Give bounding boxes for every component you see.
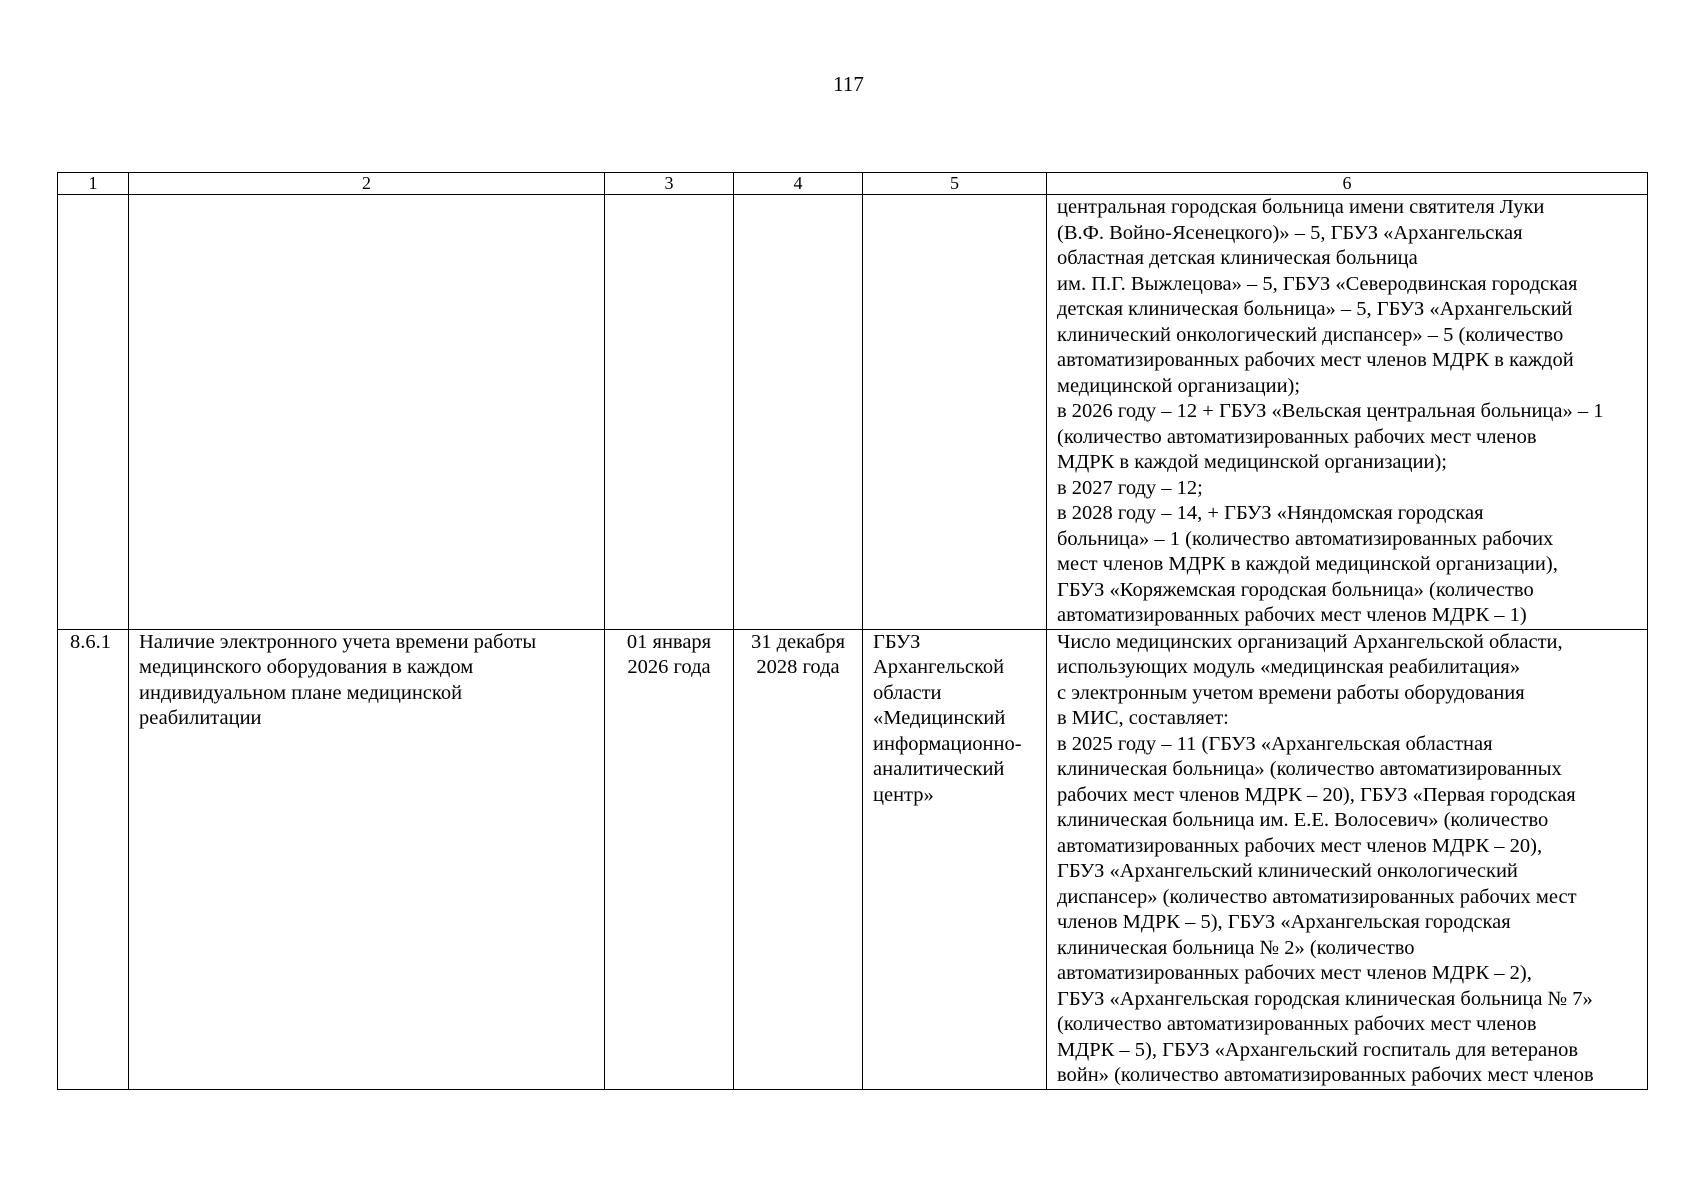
text-line: автоматизированных рабочих мест членов МДРК – 1) (1057, 604, 1527, 626)
text-line: клиническая больница № 2» (количество (1057, 936, 1415, 959)
document-table (57, 172, 1648, 1090)
text-line: в 2028 году – 14, + ГБУЗ «Няндомская городская (1057, 502, 1484, 524)
text-line: рабочих мест членов МДРК – 20), ГБУЗ «Первая городская (1057, 783, 1576, 806)
row-continued-col-1 (58, 195, 129, 630)
text-line: в 2027 году – 12; (1057, 476, 1203, 499)
text-line: клиническая больница им. Е.Е. Волосевич» (количество (1057, 809, 1549, 831)
text-line: Наличие электронного учета времени работы (139, 630, 537, 653)
header-col-5: 5 (863, 173, 1047, 195)
text-line: медицинской организации); (1057, 374, 1301, 397)
row-861-number: 8.6.1 (58, 629, 129, 1089)
text-line: информационно- (873, 732, 1022, 755)
text-line: больница» – 1 (количество автоматизированных рабочих (1057, 527, 1554, 550)
text-line: 2028 года (756, 656, 840, 678)
text-line: использующих модуль «медицинская реабилитация» (1057, 656, 1521, 678)
text-line: МДРК – 5), ГБУЗ «Архангельский госпиталь для ветеранов (1057, 1038, 1579, 1061)
text-line: автоматизированных рабочих мест членов МДРК – 20), (1057, 834, 1543, 857)
text-line: (количество автоматизированных рабочих мест членов (1057, 1013, 1537, 1035)
text-line: детская клиническая больница» – 5, ГБУЗ «Архангельский (1057, 298, 1573, 320)
text-line: «Медицинский (873, 707, 1006, 729)
text-line: аналитический (873, 758, 1005, 780)
text-line: области (873, 681, 942, 704)
text-line: 31 декабря (750, 630, 845, 653)
text-line: центр» (873, 783, 934, 806)
row-continued-col-3 (605, 195, 734, 630)
text-line: мест членов МДРК в каждой медицинской организации), (1057, 553, 1558, 575)
row-continued-col-5 (863, 195, 1047, 630)
text-line: ГБУЗ «Коряжемская городская больница» (количество (1057, 578, 1534, 601)
text-line: членов МДРК – 5), ГБУЗ «Архангельская городская (1057, 911, 1511, 933)
text-line: автоматизированных рабочих мест членов МДРК – 2), (1057, 962, 1532, 984)
text-line: в МИС, составляет: (1057, 707, 1229, 729)
table-header-row (58, 173, 1648, 195)
row-861-end-date (734, 629, 863, 1089)
text-line: им. П.Г. Выжлецова» – 5, ГБУЗ «Северодвинская городская (1057, 272, 1578, 295)
page-number: 117 (833, 72, 864, 96)
header-col-4: 4 (734, 173, 863, 195)
header-col-6: 6 (1047, 173, 1648, 195)
text-line: клинический онкологический диспансер» – 5 (количество (1057, 323, 1564, 346)
text-line: центральная городская больница имени святителя Луки (1057, 196, 1545, 218)
text-line: с электронным учетом времени работы оборудования (1057, 681, 1525, 704)
table-row (58, 629, 1648, 1089)
row-861-start-date (605, 629, 734, 1089)
text-line: диспансер» (количество автоматизированных рабочих мест (1057, 885, 1577, 908)
text-line: ГБУЗ «Архангельский клинический онкологический (1057, 860, 1518, 882)
row-861-description (129, 629, 605, 1089)
text-line: МДРК в каждой медицинской организации); (1057, 451, 1447, 473)
text-line: клиническая больница» (количество автоматизированных (1057, 758, 1562, 780)
text-line: Число медицинских организаций Архангельской области, (1057, 630, 1563, 653)
text-line: индивидуальном плане медицинской (139, 681, 463, 704)
text-line: медицинского оборудования в каждом (139, 656, 474, 678)
text-line: ГБУЗ «Архангельская городская клиническая больница № 7» (1057, 987, 1593, 1010)
text-line: Архангельской (873, 656, 1005, 678)
text-line: 2026 года (627, 656, 711, 678)
row-861-responsible (863, 629, 1047, 1089)
text-line: (В.Ф. Войно-Ясенецкого)» – 5, ГБУЗ «Архангельская (1057, 221, 1523, 244)
text-line: реабилитации (139, 707, 262, 729)
header-col-3: 3 (605, 173, 734, 195)
table-row (58, 195, 1648, 630)
text-line: в 2026 году – 12 + ГБУЗ «Вельская центральная больница» – 1 (1057, 400, 1604, 422)
row-continued-col-2 (129, 195, 605, 630)
text-line: областная детская клиническая больница (1057, 247, 1418, 269)
text-line: ГБУЗ (873, 630, 921, 653)
row-continued-col-6 (1047, 195, 1648, 630)
row-continued-col-4 (734, 195, 863, 630)
text-line: в 2025 году – 11 (ГБУЗ «Архангельская областная (1057, 732, 1493, 755)
text-line: войн» (количество автоматизированных рабочих мест членов (1057, 1064, 1594, 1086)
text-line: 01 января (626, 630, 712, 653)
header-col-2: 2 (129, 173, 605, 195)
text-line: автоматизированных рабочих мест членов МДРК в каждой (1057, 349, 1574, 371)
text-line: (количество автоматизированных рабочих мест членов (1057, 425, 1537, 448)
header-col-1: 1 (58, 173, 129, 195)
row-861-result (1047, 629, 1648, 1089)
